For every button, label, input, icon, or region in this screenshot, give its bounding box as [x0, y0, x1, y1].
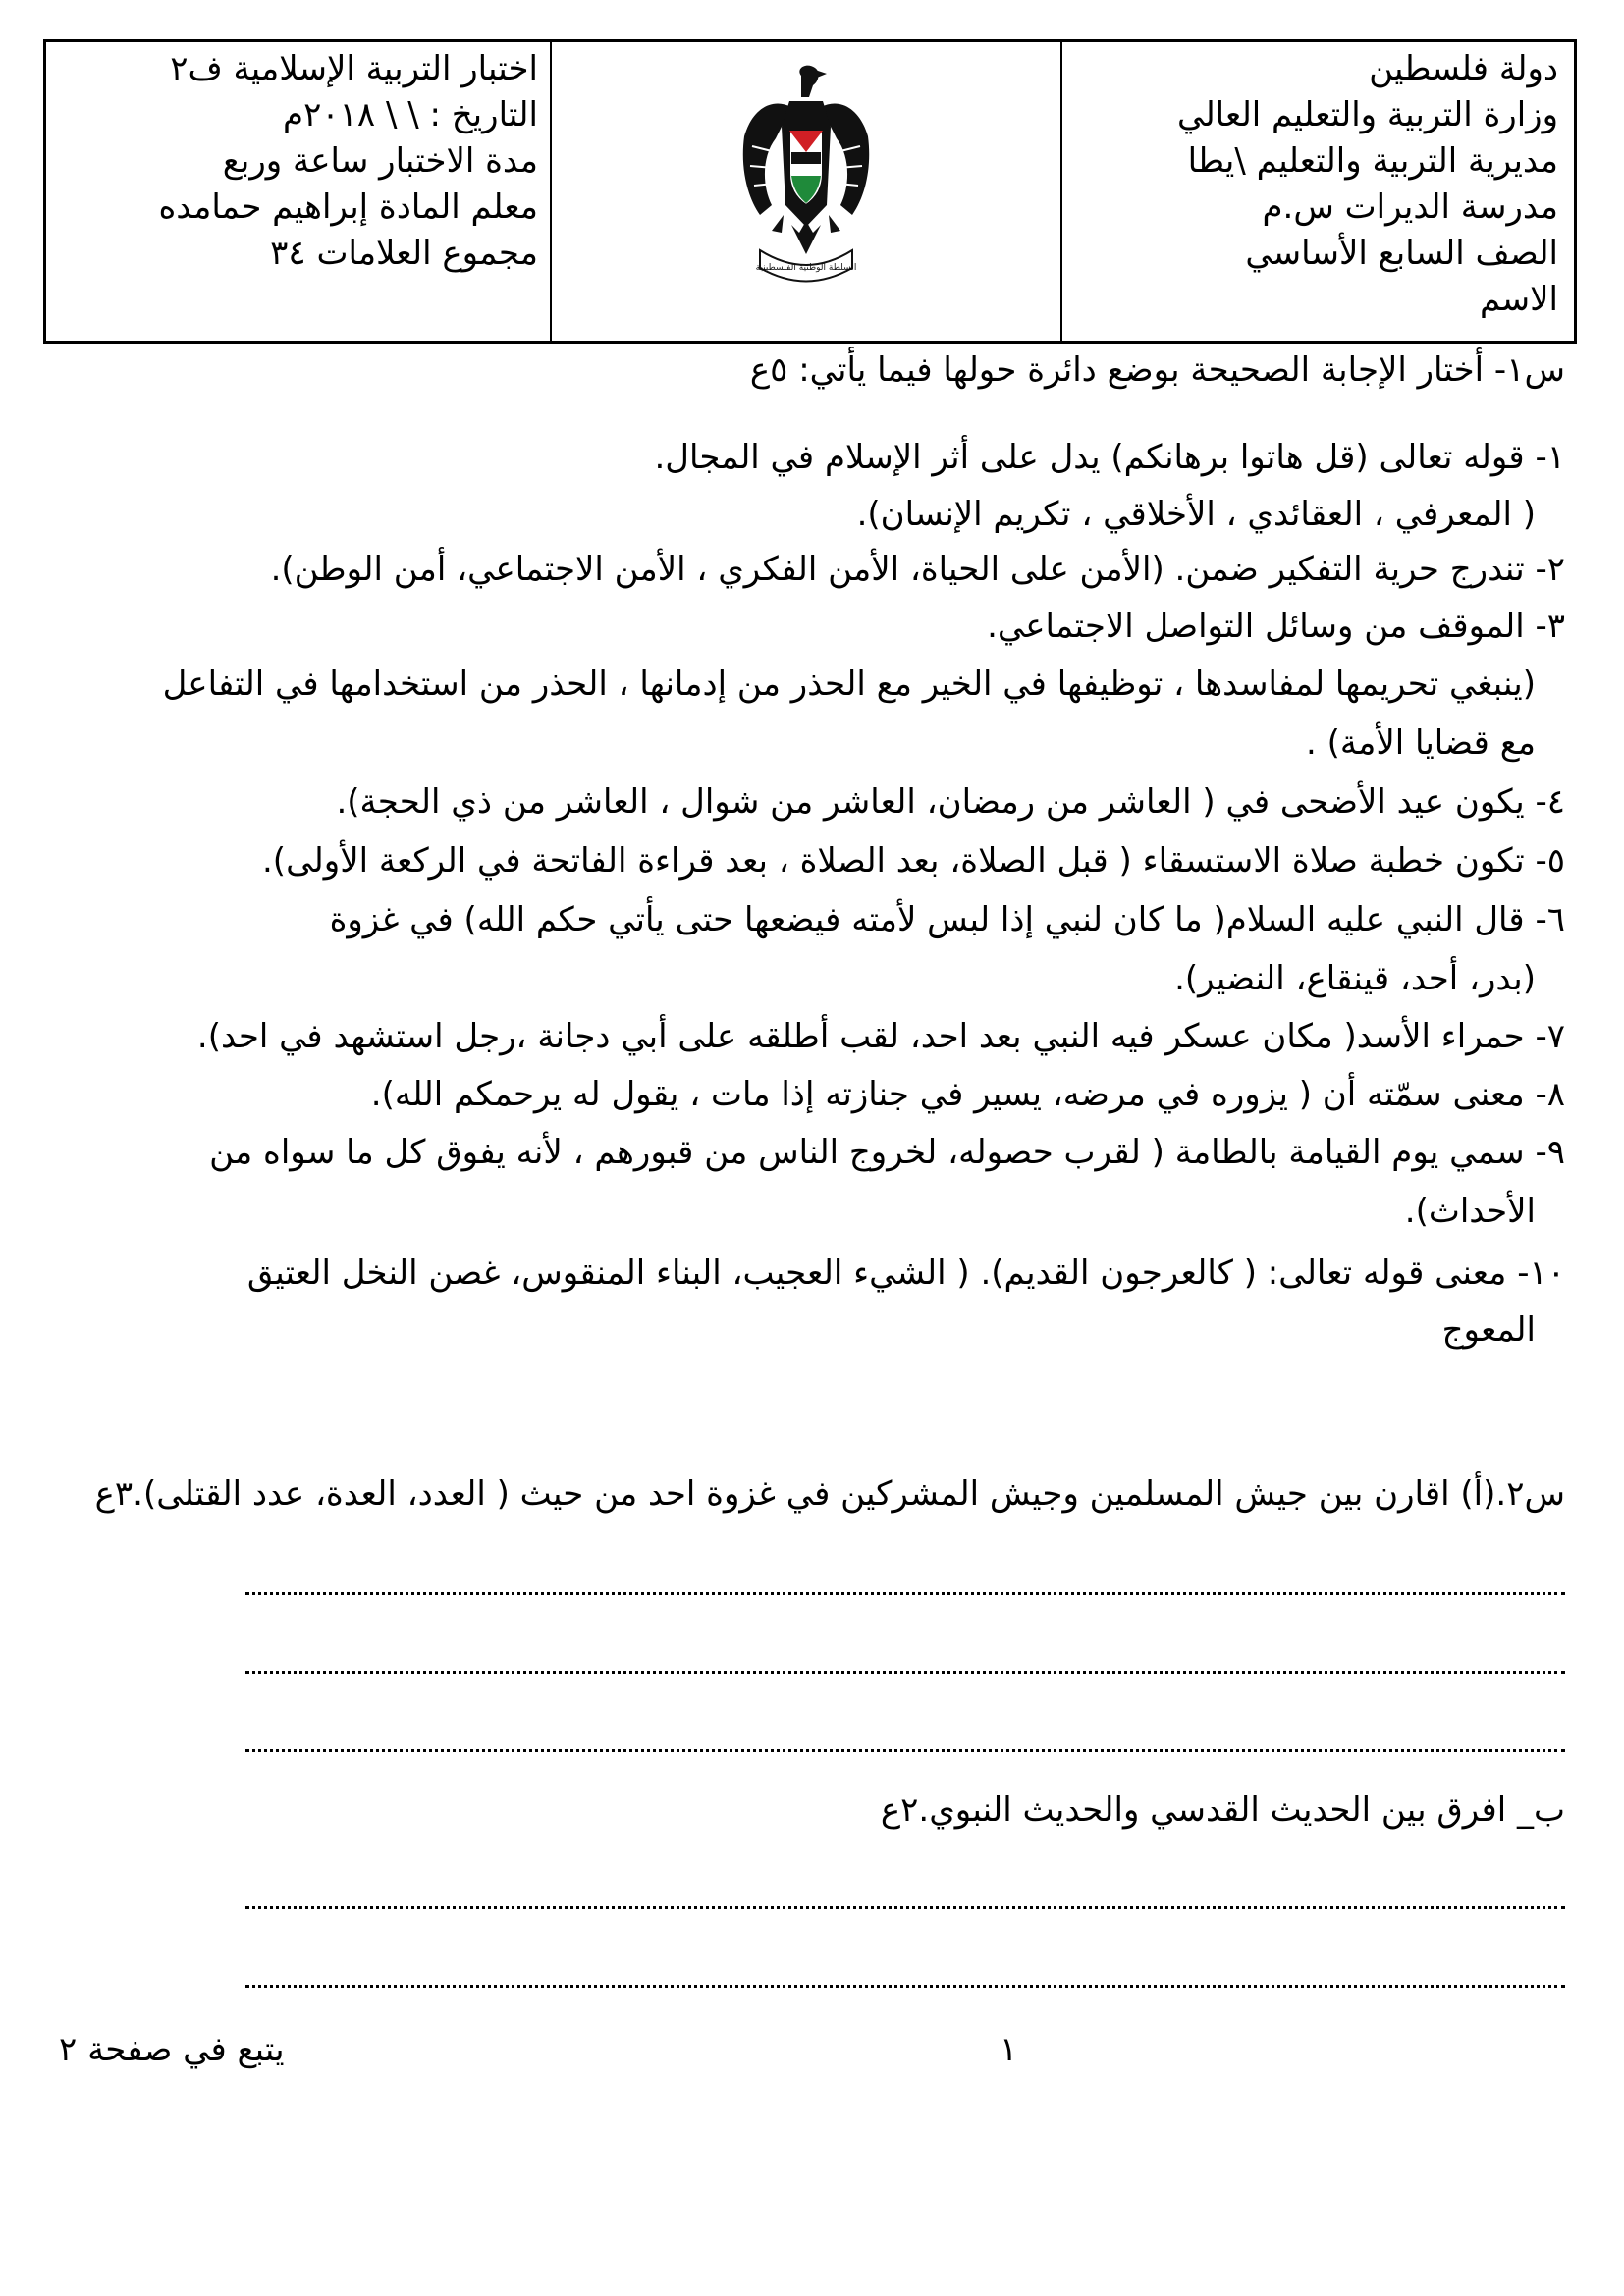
- q1-item-9: ٩- سمي يوم القيامة بالطامة ( لقرب حصوله، لخروج الناس من قبورهم ، لأنه يفوق كل ما سواه من: [209, 1133, 1565, 1172]
- exam-title: اختبار التربية الإسلامية ف٢: [170, 49, 538, 88]
- school-name: مدرسة الديرات س.م: [1262, 187, 1558, 227]
- exam-date: التاريخ : \ \ ٢٠١٨م: [283, 95, 538, 134]
- q1-item-3: ٣- الموقف من وسائل التواصل الاجتماعي.: [987, 607, 1565, 646]
- q1-item-1: ١- قوله تعالى (قل هاتوا برهانكم) يدل على أثر الإسلام في المجال.: [654, 438, 1565, 477]
- answer-line[interactable]: [245, 1749, 1565, 1752]
- header-exam-info: [46, 42, 550, 341]
- q1-item-6-options: (بدر، أحد، قينقاع، النضير).: [1174, 959, 1536, 998]
- q1-item-6: ٦- قال النبي عليه السلام( ما كان لنبي إذا لبس لأمته فيضعها حتى يأتي حكم الله) في غزوة: [329, 900, 1565, 939]
- palestine-eagle-emblem-icon: [732, 58, 880, 294]
- q2-part-a: س٢.(أ) اقارن بين جيش المسلمين وجيش المشركين في غزوة احد من حيث ( العدد، العدة، عدد القتلى).٣ع: [94, 1474, 1565, 1514]
- country-name: دولة فلسطين: [1369, 49, 1558, 88]
- q1-item-10-continued: المعوج: [1441, 1310, 1536, 1350]
- q1-item-3-options-b: مع قضايا الأمة) .: [1306, 723, 1536, 763]
- directorate-name: مديرية التربية والتعليم \يطا: [1187, 141, 1558, 181]
- header-table: [43, 39, 1577, 344]
- q1-item-10: ١٠- معنى قوله تعالى: ( كالعرجون القديم). ( الشيء العجيب، البناء المنقوس، غصن النخل العتيق: [246, 1254, 1565, 1293]
- teacher-name: معلم المادة إبراهيم حمامده: [158, 187, 538, 227]
- grade-level: الصف السابع الأساسي: [1245, 234, 1558, 273]
- q2-part-b: ب_ افرق بين الحديث القدسي والحديث النبوي.٢ع: [880, 1790, 1565, 1830]
- q1-item-9-continued: الأحداث).: [1404, 1192, 1536, 1231]
- q1-item-1-options: ( المعرفي ، العقائدي ، الأخلاقي ، تكريم الإنسان).: [856, 495, 1536, 534]
- q1-item-7: ٧- حمراء الأسد( مكان عسكر فيه النبي بعد احد، لقب أطلقه على أبي دجانة ،رجل استشهد في احد).: [196, 1017, 1565, 1056]
- q1-item-3-options-a: (ينبغي تحريمها لمفاسدها ، توظيفها في الخير مع الحذر من إدمانها ، الحذر من استخدامها في التفاعل: [162, 665, 1536, 704]
- q1-title: س١- أختار الإجابة الصحيحة بوضع دائرة حولها فيما يأتي: ٥ع: [749, 350, 1565, 390]
- ministry-name: وزارة التربية والتعليم العالي: [1176, 95, 1558, 134]
- answer-line[interactable]: [245, 1906, 1565, 1909]
- q1-item-5: ٥- تكون خطبة صلاة الاستسقاء ( قبل الصلاة، بعد الصلاة ، بعد قراءة الفاتحة في الركعة الأولى).: [262, 841, 1565, 881]
- q1-item-8: ٨- معنى سمّته أن ( يزوره في مرضه، يسير في جنازته إذا مات ، يقول له يرحمكم الله).: [370, 1075, 1565, 1114]
- q1-item-2: ٢- تندرج حرية التفكير ضمن. (الأمن على الحياة، الأمن الفكري ، الأمن الاجتماعي، أمن الوطن).: [270, 550, 1565, 589]
- continue-note: يتبع في صفحة ٢: [59, 2030, 285, 2069]
- exam-duration: مدة الاختبار ساعة وربع: [222, 141, 538, 181]
- total-marks: مجموع العلامات ٣٤: [270, 234, 538, 273]
- q1-item-4: ٤- يكون عيد الأضحى في ( العاشر من رمضان، العاشر من شوال ، العاشر من ذي الحجة).: [336, 782, 1565, 822]
- answer-line[interactable]: [245, 1985, 1565, 1988]
- header-emblem-cell: [550, 42, 1060, 341]
- header-school-info: [1060, 42, 1574, 341]
- student-name-label: الاسم: [1480, 280, 1558, 319]
- emblem-caption: السلطة الوطنية الفلسطينية: [755, 263, 857, 273]
- page-number: ١: [1000, 2030, 1018, 2069]
- answer-line[interactable]: [245, 1592, 1565, 1595]
- answer-line[interactable]: [245, 1671, 1565, 1674]
